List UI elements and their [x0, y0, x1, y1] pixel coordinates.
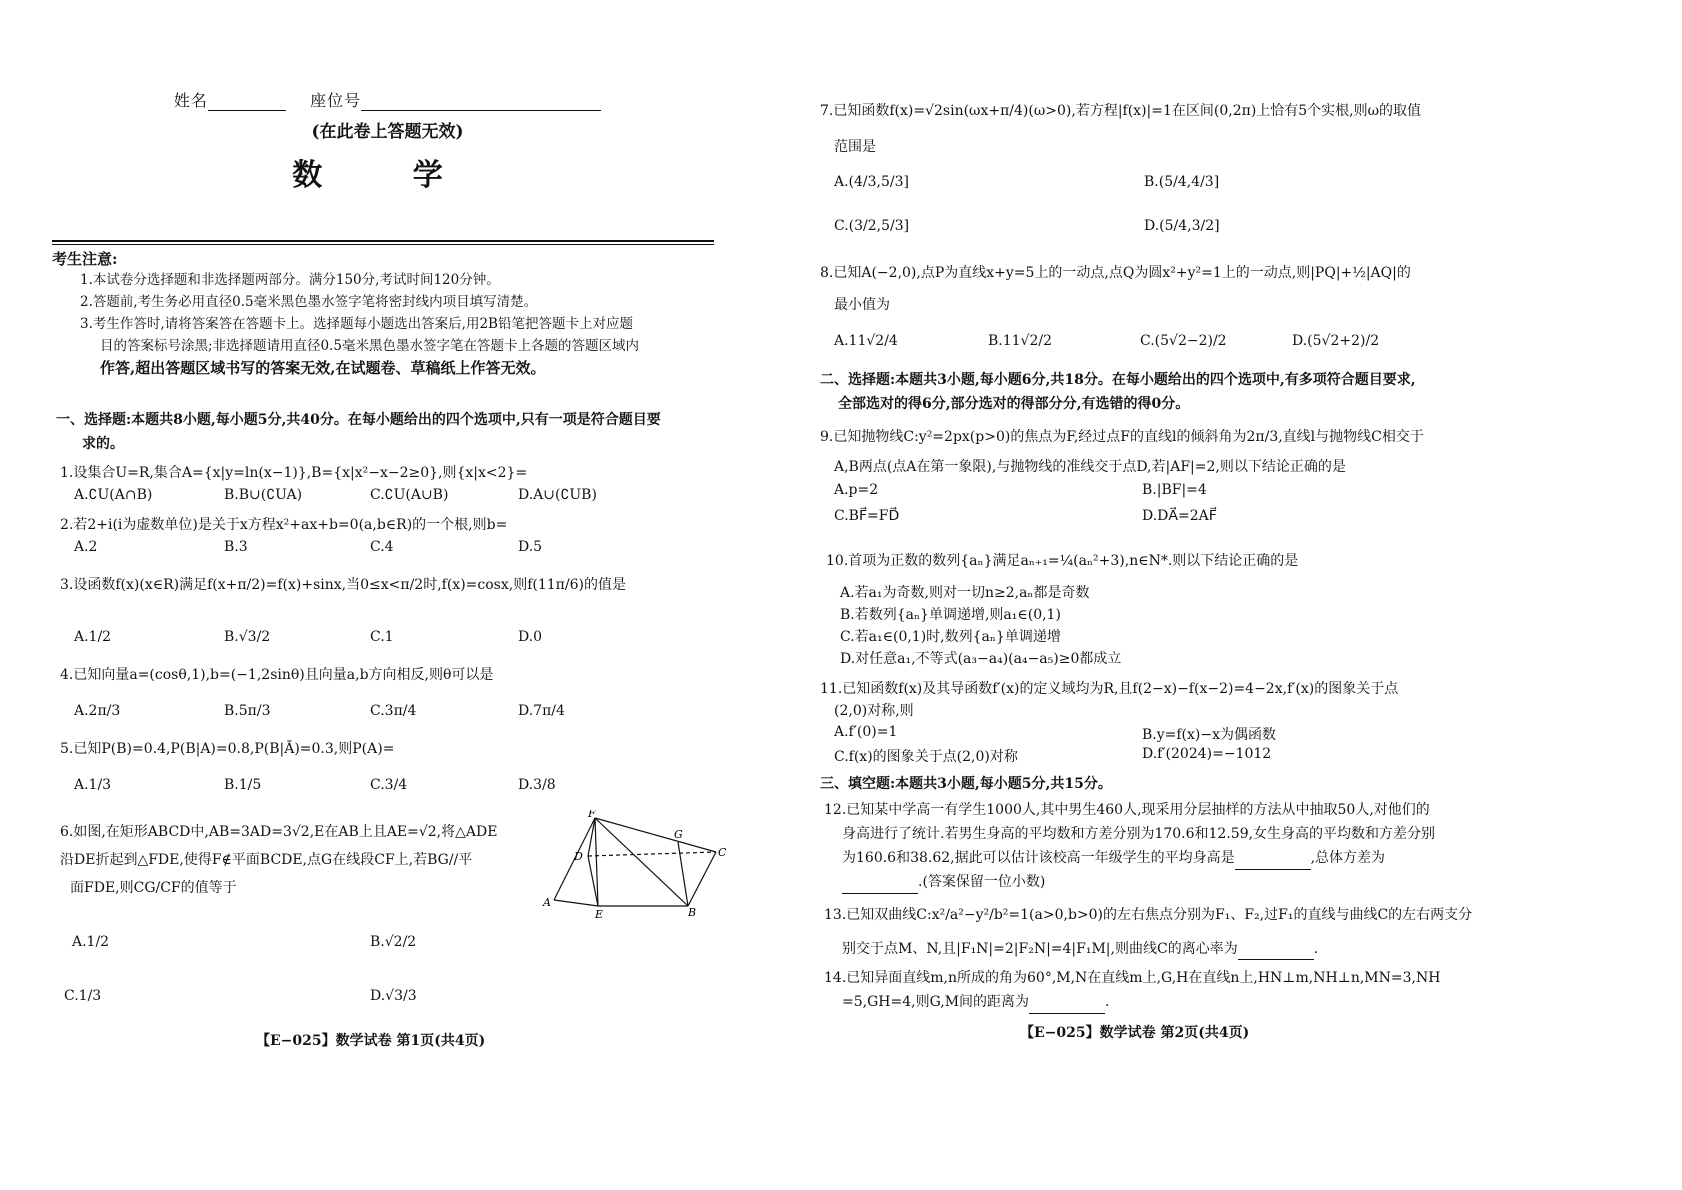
edge-AE [554, 900, 598, 906]
option-a[interactable]: A.∁U(A∩B) [74, 487, 153, 503]
section-heading-line: 二、选择题:本题共3小题,每小题6分,共18分。在每小题给出的四个选项中,有多项符合题目要求, [820, 372, 1416, 388]
notice-item: 2.答题前,考生务必用直径0.5毫米黑色墨水签字笔将密封线内项目填写清楚。 [80, 294, 538, 310]
option-c[interactable]: C.(5√2−2)/2 [1140, 333, 1227, 349]
seat-blank[interactable] [361, 94, 601, 111]
question-stem: 别交于点M、N,且|F₁N|=2|F₂N|=4|F₁M|,则曲线C的离心率为 [842, 941, 1238, 957]
option-b[interactable]: B.若数列{aₙ}单调递增,则a₁∈(0,1) [840, 607, 1061, 623]
question-stem: 9.已知抛物线C:y²=2px(p>0)的焦点为F,经过点F的直线l的倾斜角为2π/3,直线l与抛物线C相交于 [820, 429, 1424, 445]
question-1 [60, 462, 740, 506]
notice-title: 考生注意: [52, 250, 118, 268]
notice-item: 3.考生作答时,请将答案答在答题卡上。选择题每小题选出答案后,用2B铅笔把答题卡上对应题 [80, 316, 633, 332]
footer-left: 【E−025】数学试卷 第1页(共4页) [256, 1033, 486, 1049]
question-stem: 14.已知异面直线m,n所成的角为60°,M,N在直线m上,G,H在直线n上,HN⊥m,NH⊥n,MN=3,NH [824, 970, 1441, 986]
question-stem: 13.已知双曲线C:x²/a²−y²/b²=1(a>0,b>0)的左右焦点分别为F₁、F₂,过F₁的直线与曲线C的左右两支分 [824, 907, 1473, 923]
options-row [60, 700, 740, 722]
section-1-heading [56, 408, 736, 456]
label-C: C [718, 846, 727, 859]
question-stem: 最小值为 [834, 297, 890, 313]
options-grid [820, 478, 1540, 532]
options-row [60, 536, 740, 558]
question-stem: 11.已知函数f(x)及其导函数f′(x)的定义域均为R,且f(2−x)−f(x−2)=4−2x,f′(x)的图象关于点 [820, 681, 1399, 697]
question-10 [826, 550, 1546, 670]
question-2 [60, 514, 740, 558]
question-4 [60, 664, 740, 722]
option-b[interactable]: B.|BF|=4 [1142, 482, 1207, 498]
question-stem: 为160.6和38.62,据此可以估计该校高一年级学生的平均身高是 [842, 850, 1235, 866]
option-c[interactable]: C.1/3 [64, 988, 102, 1004]
question-5 [60, 738, 740, 796]
option-d[interactable]: D.3/8 [518, 777, 556, 793]
option-b[interactable]: B.y=f(x)−x为偶函数 [1142, 727, 1277, 743]
question-11 [820, 678, 1540, 770]
option-b[interactable]: B.1/5 [224, 777, 262, 793]
label-E: E [595, 908, 604, 920]
options-row [60, 774, 740, 796]
seat-label: 座位号 [310, 91, 362, 110]
name-seat-line [0, 88, 775, 111]
option-c[interactable]: C.(3/2,5/3] [834, 218, 910, 234]
option-c[interactable]: C.4 [370, 539, 394, 555]
options-row [60, 484, 740, 506]
edge-BC [688, 852, 716, 906]
question-stem: 6.如图,在矩形ABCD中,AB=3AD=3√2,E在AB上且AE=√2,将△ADE [60, 824, 498, 840]
option-a[interactable]: A.1/2 [74, 629, 112, 645]
notice-box [52, 248, 722, 379]
option-b[interactable]: B.√3/2 [224, 629, 271, 645]
label-F: F [588, 810, 596, 820]
question-stem: 5.已知P(B)=0.4,P(B|A)=0.8,P(B|Ā)=0.3,则P(A)= [60, 741, 395, 757]
answer-blank[interactable] [1238, 945, 1314, 960]
question-stem: . [1105, 994, 1110, 1010]
options-row [820, 330, 1540, 352]
question-stem: 沿DE折起到△FDE,使得F∉平面BCDE,点G在线段CF上,若BG//平 [60, 852, 473, 868]
option-d[interactable]: D.(5√2+2)/2 [1292, 333, 1380, 349]
right-page [790, 0, 1550, 1100]
notice-item: 1.本试卷分选择题和非选择题两部分。满分150分,考试时间120分钟。 [80, 272, 500, 288]
notice-item: 目的答案标号涂黑;非选择题请用直径0.5毫米黑色墨水签字笔在答题卡上各题的答题区域内 [100, 338, 640, 354]
option-a[interactable]: A.若a₁为奇数,则对一切n≥2,aₙ都是奇数 [840, 585, 1090, 601]
option-a[interactable]: A.2 [74, 539, 98, 555]
option-d[interactable]: D.DA⃗=2AF⃗ [1142, 508, 1217, 524]
option-c[interactable]: C.∁U(A∪B) [370, 487, 449, 503]
section-heading-line: 全部选对的得6分,部分选对的得部分分,有选错的得0分。 [838, 396, 1190, 412]
option-d[interactable]: D.f′(2024)=−1012 [1142, 746, 1272, 762]
option-d[interactable]: D.0 [518, 629, 543, 645]
question-stem: 面FDE,则CG/CF的值等于 [70, 880, 237, 896]
edge-GB [678, 842, 688, 906]
exam-header [0, 88, 775, 194]
option-c[interactable]: C.3π/4 [370, 703, 417, 719]
name-label: 姓名 [173, 91, 208, 110]
question-stem: 3.设函数f(x)(x∈R)满足f(x+π/2)=f(x)+sinx,当0≤x<π/2时,f(x)=cosx,则f(11π/6)的值是 [60, 577, 626, 593]
options-grid [820, 722, 1540, 770]
option-c[interactable]: C.若a₁∈(0,1)时,数列{aₙ}单调递增 [840, 629, 1061, 645]
question-stem: . [1313, 941, 1319, 957]
label-G: G [674, 828, 683, 841]
name-blank[interactable] [208, 94, 286, 111]
section-2-heading [820, 368, 1550, 416]
option-c[interactable]: C.f(x)的图象关于点(2,0)对称 [834, 749, 1018, 765]
question-14 [824, 966, 1544, 1014]
option-c[interactable]: C.3/4 [370, 777, 408, 793]
answer-blank[interactable] [1235, 855, 1311, 870]
question-stem: 10.首项为正数的数列{aₙ}满足aₙ₊₁=¼(aₙ²+3),n∈N*.则以下结论正确的是 [826, 553, 1299, 569]
question-stem: 4.已知向量a=(cosθ,1),b=(−1,2sinθ)且向量a,b方向相反,则θ可以是 [60, 667, 494, 683]
question-stem: 1.设集合U=R,集合A={x|y=ln(x−1)},B={x|x²−x−2≥0},则{x|x<2}= [60, 465, 528, 481]
option-a[interactable]: A.(4/3,5/3] [834, 174, 909, 190]
question-stem: ,总体方差为 [1310, 850, 1386, 866]
question-stem: 2.若2+i(i为虚数单位)是关于x方程x²+ax+b=0(a,b∈R)的一个根,则b= [60, 517, 508, 533]
answer-blank[interactable] [842, 879, 918, 894]
option-a[interactable]: A.2π/3 [74, 703, 121, 719]
question-stem: =5,GH=4,则G,M间的距离为 [842, 994, 1030, 1010]
page-title: 数 学 [292, 158, 483, 193]
option-b[interactable]: B.3 [224, 539, 248, 555]
question-stem: 12.已知某中学高一有学生1000人,其中男生460人,现采用分层抽样的方法从中抽取50人,对他们的 [824, 802, 1430, 818]
option-a[interactable]: A.1/2 [72, 934, 110, 950]
label-A: A [543, 896, 551, 909]
label-B: B [688, 906, 697, 919]
option-d[interactable]: D.A∪(∁UB) [518, 487, 597, 503]
option-b[interactable]: B.5π/3 [224, 703, 271, 719]
edge-DC [588, 852, 716, 856]
option-d[interactable]: D.7π/4 [518, 703, 565, 719]
question-stem: (2,0)对称,则 [834, 703, 914, 719]
option-d[interactable]: D.5 [518, 539, 543, 555]
section-heading-line: 一、选择题:本题共8小题,每小题5分,共40分。在每小题给出的四个选项中,只有一项是符合题目要 [56, 412, 661, 428]
option-b[interactable]: B.(5/4,4/3] [1144, 174, 1220, 190]
option-d[interactable]: D.(5/4,3/2] [1144, 218, 1220, 234]
section-3-heading: 三、填空题:本题共3小题,每小题5分,共15分。 [820, 776, 1112, 792]
question-12 [824, 798, 1544, 894]
answer-blank[interactable] [1029, 999, 1105, 1014]
header-divider [52, 240, 714, 242]
question-stem: 范围是 [834, 139, 876, 155]
question-stem: A,B两点(点A在第一象限),与抛物线的准线交于点D,若|AF|=2,则以下结论正确的是 [834, 459, 1346, 475]
option-a[interactable]: A.1/3 [74, 777, 112, 793]
option-c[interactable]: C.BF⃗=FD⃗ [834, 508, 900, 524]
notice-item: 作答,超出答题区域书写的答案无效,在试题卷、草稿纸上作答无效。 [100, 359, 546, 377]
question-3 [60, 574, 740, 648]
option-b[interactable]: B.√2/2 [370, 934, 417, 950]
question-6 [60, 818, 540, 902]
question-7 [820, 100, 1540, 256]
option-a[interactable]: A.f′(0)=1 [834, 724, 898, 740]
question-stem: .(答案保留一位小数) [918, 874, 1046, 890]
question-stem: 身高进行了统计.若男生身高的平均数和方差分别为170.6和12.59,女生身高的平均数和方差分别 [842, 826, 1436, 842]
option-a[interactable]: A.p=2 [834, 482, 879, 498]
header-divider-thin [52, 244, 714, 245]
invalid-note: (在此卷上答题无效) [311, 122, 464, 142]
footer-right: 【E−025】数学试卷 第2页(共4页) [1020, 1025, 1250, 1041]
options-grid [820, 166, 1540, 256]
option-d[interactable]: D.对任意a₁,不等式(a₃−a₄)(a₄−a₅)≥0都成立 [840, 651, 1122, 667]
option-d[interactable]: D.√3/3 [370, 988, 417, 1004]
q6-figure [540, 810, 730, 920]
left-page [0, 0, 775, 1100]
options-row [60, 626, 740, 648]
question-stem: 8.已知A(−2,0),点P为直线x+y=5上的一动点,点Q为圆x²+y²=1上的一动点,则|PQ|+½|AQ|的 [820, 265, 1411, 281]
question-stem: 7.已知函数f(x)=√2sin(ωx+π/4)(ω>0),若方程|f(x)|=1在区间(0,2π)上恰有5个实根,则ω的取值 [820, 103, 1422, 119]
question-13 [824, 904, 1544, 960]
option-a[interactable]: A.11√2/4 [834, 333, 898, 349]
question-8 [820, 262, 1540, 352]
option-b[interactable]: B.B∪(∁UA) [224, 487, 303, 503]
option-c[interactable]: C.1 [370, 629, 394, 645]
question-9 [820, 426, 1540, 532]
section-heading-line: 求的。 [82, 436, 124, 452]
option-b[interactable]: B.11√2/2 [988, 333, 1053, 349]
label-D: D [574, 850, 583, 863]
